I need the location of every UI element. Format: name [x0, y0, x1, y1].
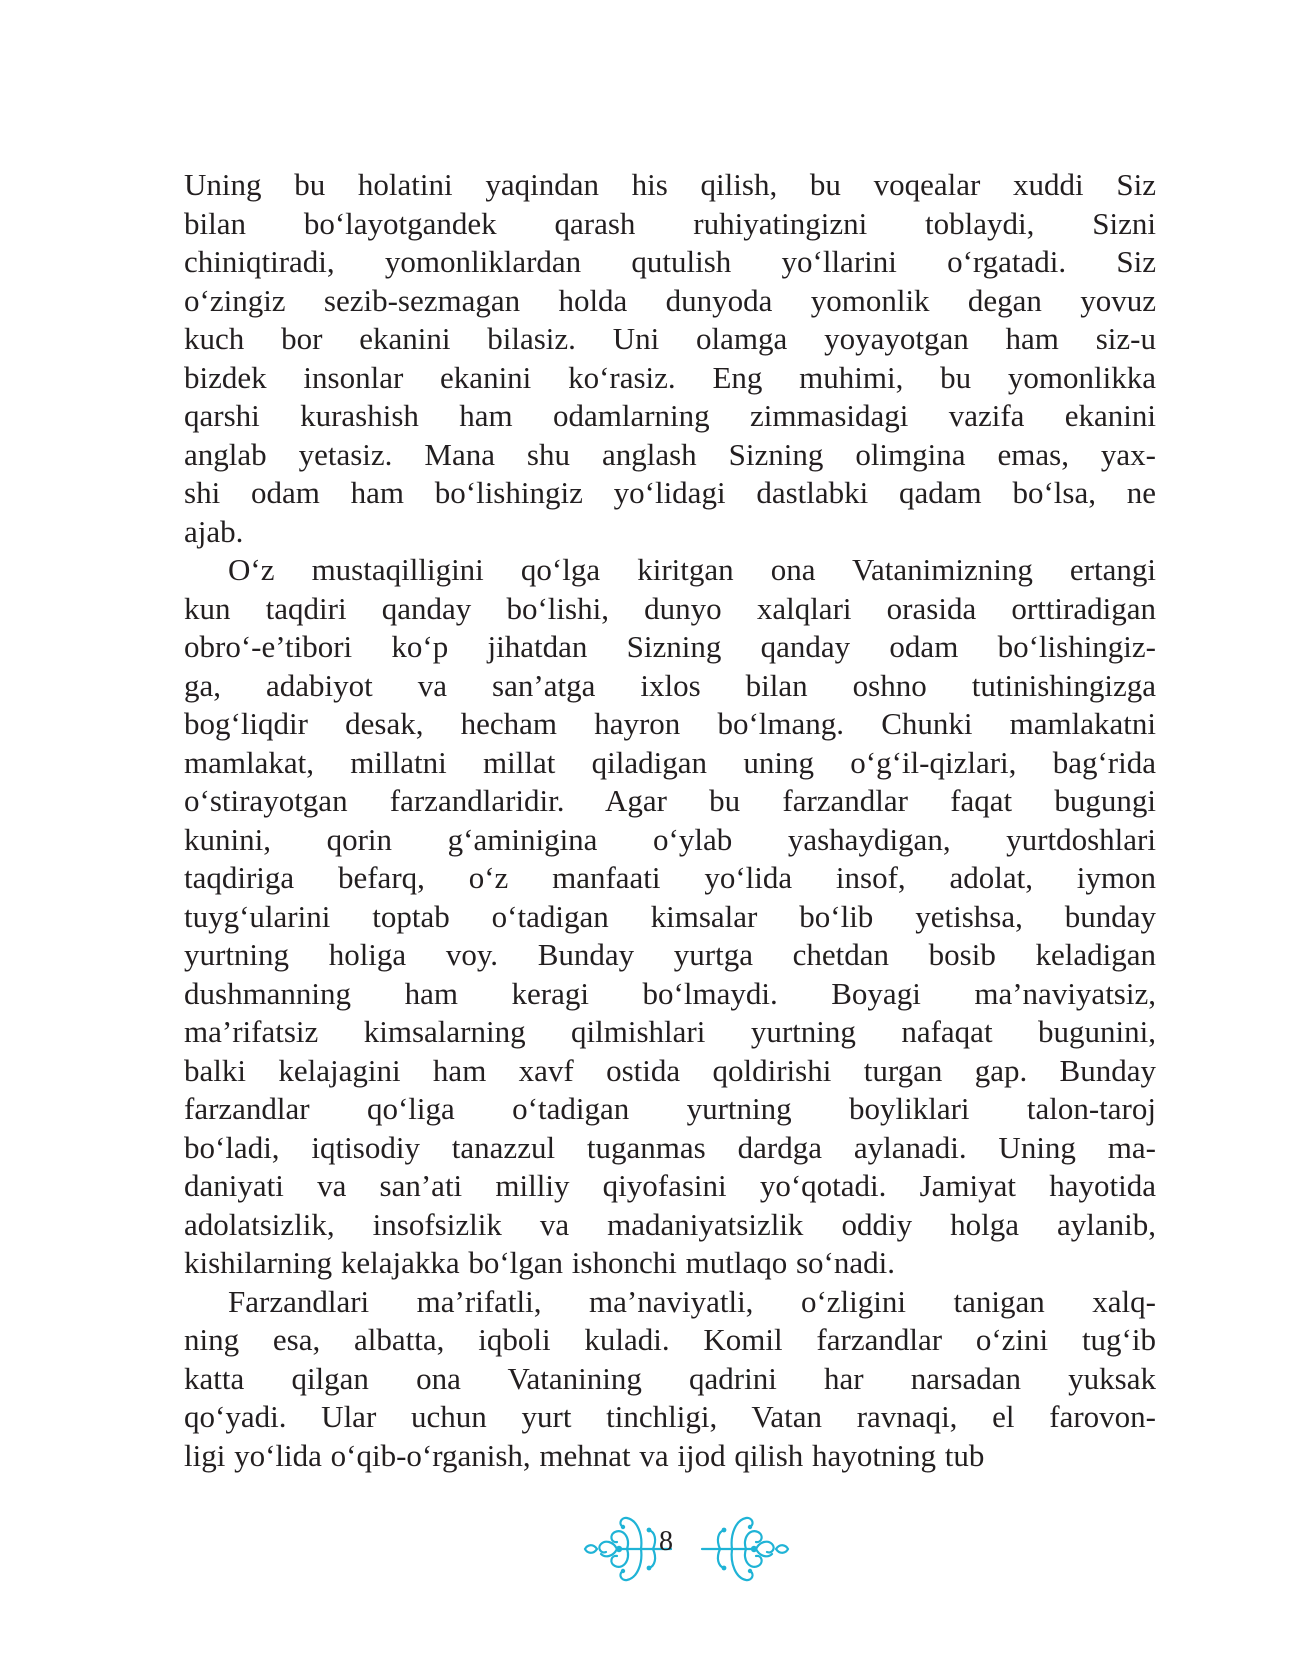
text-line: kuch bor ekanini bilasiz. Uni olamga yoyayotgan ham siz-u	[184, 321, 1156, 356]
text-line: yurtning holiga voy. Bunday yurtga chetdan bosib keladigan	[184, 937, 1156, 972]
text-line: adolatsizlik, insofsizlik va madaniyatsizlik oddiy holga aylanib,	[184, 1206, 1156, 1242]
text-line: taqdiriga befarq, o‘z manfaati yo‘lida insof, adolat, iymon	[184, 860, 1156, 895]
text-line: daniyati va san’ati milliy qiyofasini yo‘qotadi. Jamiyat hayotida	[184, 1168, 1156, 1203]
text-line: tuyg‘ularini toptab o‘tadigan kimsalar bo‘lib yetishsa, bunday	[184, 898, 1156, 934]
text-line: Farzandlari ma’rifatli, ma’naviyatli, o‘zligini tanigan xalq-	[228, 1283, 1156, 1319]
text-line: anglab yetasiz. Mana shu anglash Sizning olimgina emas, yax-	[184, 436, 1156, 472]
text-line: qarshi kurashish ham odamlarning zimmasidagi vazifa ekanini	[184, 398, 1156, 433]
page-footer	[0, 1510, 1300, 1590]
text-line: ajab.	[184, 513, 244, 549]
body-text	[184, 166, 1156, 1475]
text-line: Uning bu holatini yaqindan his qilish, bu voqealar xuddi Siz	[184, 167, 1156, 202]
text-line: o‘stirayotgan farzandlaridir. Agar bu farzandlar faqat bugungi	[184, 783, 1156, 818]
paragraph	[184, 166, 1156, 551]
text-line: chiniqtiradi, yomonliklardan qutulish yo‘llarini o‘rgatadi. Siz	[184, 244, 1156, 279]
text-line: katta qilgan ona Vatanining qadrini har narsadan yuksak	[184, 1360, 1156, 1396]
text-line: ligi yo‘lida o‘qib-o‘rganish, mehnat va ijod qilish hayotning tub	[184, 1437, 985, 1473]
paragraph	[184, 551, 1156, 1283]
text-line: balki kelajagini ham xavf ostida qoldirishi turgan gap. Bunday	[184, 1052, 1156, 1088]
text-line: obro‘-e’tibori ko‘p jihatdan Sizning qanday odam bo‘lishingiz-	[184, 629, 1156, 664]
text-line: kunini, qorin g‘aminigina o‘ylab yashaydigan, yurtdoshlari	[184, 821, 1156, 857]
text-line: kishilarning kelajakka bo‘lgan ishonchi mutlaqo so‘nadi.	[184, 1245, 895, 1280]
text-line: O‘z mustaqilligini qo‘lga kiritgan ona Vatanimizning ertangi	[228, 552, 1156, 587]
text-line: farzandlar qo‘liga o‘tadigan yurtning boyliklari talon-taroj	[184, 1091, 1156, 1126]
text-line: shi odam ham bo‘lishingiz yo‘lidagi dastlabki qadam bo‘lsa, ne	[184, 475, 1156, 510]
text-line: dushmanning ham keragi bo‘lmaydi. Boyagi ma’naviyatsiz,	[184, 975, 1156, 1011]
page-number: 8	[659, 1526, 673, 1557]
text-line: bilan bo‘layotgandek qarash ruhiyatingizni toblaydi, Sizni	[184, 205, 1156, 241]
text-line: kun taqdiri qanday bo‘lishi, dunyo xalqlari orasida orttiradigan	[184, 590, 1156, 626]
text-line: ning esa, albatta, iqboli kuladi. Komil farzandlar o‘zini tug‘ib	[184, 1322, 1156, 1357]
text-line: bizdek insonlar ekanini ko‘rasiz. Eng muhimi, bu yomonlikka	[184, 359, 1156, 395]
text-line: qo‘yadi. Ular uchun yurt tinchligi, Vatan ravnaqi, el farovon-	[184, 1399, 1156, 1434]
text-line: o‘zingiz sezib-sezmagan holda dunyoda yomonlik degan yovuz	[184, 282, 1156, 318]
paragraph	[184, 1283, 1156, 1476]
text-line: mamlakat, millatni millat qiladigan uning o‘g‘il-qizlari, bag‘rida	[184, 744, 1156, 780]
text-line: ma’rifatsiz kimsalarning qilmishlari yurtning nafaqat bugunini,	[184, 1014, 1156, 1049]
flourish-ornament-right-icon	[700, 1510, 790, 1588]
text-line: ga, adabiyot va san’atga ixlos bilan oshno tutinishingizga	[184, 667, 1156, 703]
text-line: bo‘ladi, iqtisodiy tanazzul tuganmas dardga aylanadi. Uning ma-	[184, 1129, 1156, 1165]
text-line: bog‘liqdir desak, hecham hayron bo‘lmang. Chunki mamlakatni	[184, 706, 1156, 741]
